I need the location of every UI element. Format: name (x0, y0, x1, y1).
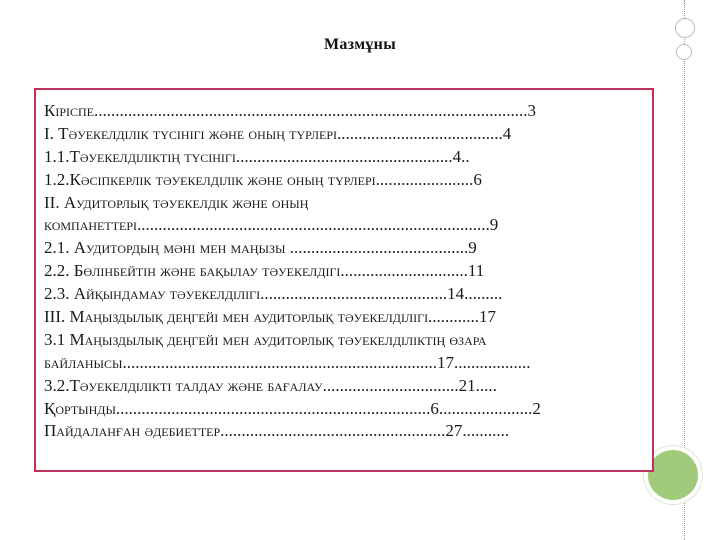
toc-entry-chapter-1: І. Тәуекелділік түсінігі және оның түрлері.......................................4 (44, 123, 512, 143)
toc-entry-chapter-3: ІІІ. Маңыздылық деңгейі мен аудиторлық тәуекелділігі............17 (44, 307, 497, 327)
toc-entry-introduction: Кіріспе......................................................................................................3 (44, 101, 537, 120)
toc-entry-chapter-2-cont: компанеттері...................................................................................9 (44, 215, 499, 235)
toc-entry-conclusion: Қортынды..........................................................................6......................2 (44, 398, 541, 418)
toc-list (44, 100, 650, 443)
toc-entry-1-1: 1.1.Тәуекелділіктің түсінігі...................................................4.. (44, 146, 470, 166)
table-of-contents (34, 88, 654, 472)
toc-entry-3-1: 3.1 Маңыздылық деңгейі мен аудиторлық тәуекелділіктің өзара (44, 329, 487, 349)
page-title: Мазмұны (323, 36, 396, 53)
toc-entry-chapter-2: ІІ. Аудиторлық тәуекелдік және оның (44, 192, 309, 212)
toc-entry-2-3: 2.3. Айқындамау тәуекелділігі............................................14......... (44, 284, 503, 304)
toc-entry-2-1: 2.1. Аудитордың мәні мен маңызы ..........................................9 (44, 238, 477, 258)
decor-circle-top (675, 18, 695, 38)
toc-entry-1-2: 1.2.Кәсіпкерлік тәуекелділік және оның түрлері.......................6 (44, 169, 482, 189)
toc-entry-3-1-cont: байланысы..........................................................................17.................. (44, 352, 531, 372)
toc-entry-references: Пайдаланған әдебиеттер.....................................................27........... (44, 421, 510, 441)
toc-entry-3-2: 3.2.Тәуекелділікті талдау және бағалау................................21..... (44, 375, 497, 395)
toc-entry-2-2: 2.2. Бөлінбейтін және бақылау тәуекелдігі..............................11 (44, 261, 485, 281)
